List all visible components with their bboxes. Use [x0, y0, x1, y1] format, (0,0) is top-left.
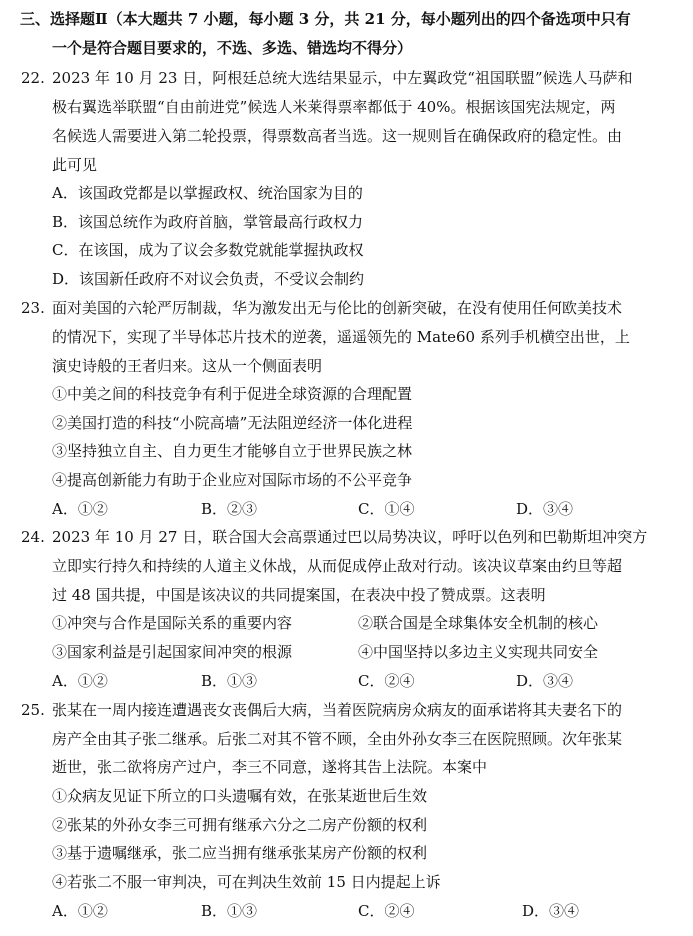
- question-24-stem-line-2: 立即实行持久和持续的人道主义休战，从而促成停止敌对行动。该决议草案由约旦等超: [52, 557, 623, 575]
- question-24-option-a: A．①②: [52, 672, 108, 690]
- question-24-stem-line-1: 2023 年 10 月 27 日，联合国大会高票通过巴以局势决议，呼吁以色列和巴勒斯坦冲突方: [52, 528, 648, 546]
- question-25-item-1: ①众病友见证下所立的口头遗嘱有效，在张某逝世后生效: [52, 787, 428, 805]
- question-24-item-4: ④中国坚持以多边主义实现共同安全: [358, 643, 599, 661]
- question-22-option-d: D．该国新任政府不对议会负责，不受议会制约: [52, 270, 365, 288]
- question-22-option-b: B．该国总统作为政府首脑，掌管最高行政权力: [52, 213, 364, 231]
- question-24-item-2: ②联合国是全球集体安全机制的核心: [358, 614, 599, 632]
- question-23-option-a: A．①②: [52, 500, 108, 518]
- question-23-stem-line-2: 的情况下，实现了半导体芯片技术的逆袭，遥遥领先的 Mate60 系列手机横空出世，上: [52, 328, 630, 346]
- question-23-option-b: B．②③: [201, 500, 258, 518]
- question-22-number: 22.: [21, 69, 45, 87]
- question-23-item-2: ②美国打造的科技“小院高墙”无法阻逆经济一体化进程: [52, 414, 413, 432]
- question-24-item-1: ①冲突与合作是国际关系的重要内容: [52, 614, 293, 632]
- question-23-item-3: ③坚持独立自主、自力更生才能够自立于世界民族之林: [52, 442, 413, 460]
- question-22-stem-line-2: 极右翼选举联盟“自由前进党”候选人米莱得票率都低于 40%。根据该国宪法规定，两: [52, 98, 616, 116]
- question-24-option-d: D．③④: [516, 672, 574, 690]
- question-22-option-a: A．该国政党都是以掌握政权、统治国家为目的: [52, 184, 363, 202]
- question-23-option-c: C．①④: [358, 500, 415, 518]
- question-25-item-2: ②张某的外孙女李三可拥有继承六分之二房产份额的权利: [52, 816, 428, 834]
- question-25-number: 25.: [21, 701, 45, 719]
- question-24-stem-line-3: 过 48 国共提，中国是该决议的共同提案国，在表决中投了赞成票。这表明: [52, 586, 546, 604]
- question-23-option-d: D．③④: [516, 500, 574, 518]
- question-25-item-4: ④若张二不服一审判决，可在判决生效前 15 日内提起上诉: [52, 873, 441, 891]
- question-25-option-a: A．①②: [52, 902, 108, 920]
- question-25-option-d: D．③④: [522, 902, 580, 920]
- question-25-item-3: ③基于遗嘱继承，张二应当拥有继承张某房产份额的权利: [52, 844, 428, 862]
- question-24-item-3: ③国家利益是引起国家间冲突的根源: [52, 643, 293, 661]
- question-24-number: 24.: [21, 528, 45, 546]
- question-23-stem-line-3: 演史诗般的王者归来。这从一个侧面表明: [52, 357, 323, 375]
- question-24-option-c: C．②④: [358, 672, 415, 690]
- section-heading-line-2: 一个是符合题目要求的，不选、多选、错选均不得分）: [52, 39, 413, 57]
- question-22-stem-line-3: 名候选人需要进入第二轮投票，得票数高者当选。这一规则旨在确保政府的稳定性。由: [52, 127, 623, 145]
- question-23-stem-line-1: 面对美国的六轮严厉制裁，华为激发出无与伦比的创新突破，在没有使用任何欧美技术: [52, 299, 623, 317]
- question-23-number: 23.: [21, 299, 45, 317]
- question-22-stem-line-4: 此可见: [52, 156, 98, 174]
- question-24-option-b: B．①③: [201, 672, 258, 690]
- question-25-stem-line-2: 房产全由其子张二继承。后张二对其不管不顾，全由外孙女李三在医院照顾。次年张某: [52, 730, 623, 748]
- question-25-stem-line-1: 张某在一周内接连遭遇丧女丧偶后大病，当着医院病房众病友的面承诺将其夫妻名下的: [52, 701, 623, 719]
- question-23-item-1: ①中美之间的科技竞争有利于促进全球资源的合理配置: [52, 385, 413, 403]
- question-22-option-c: C．在该国，成为了议会多数党就能掌握执政权: [52, 241, 364, 259]
- section-heading-line-1: 三、选择题Ⅱ（本大题共 7 小题，每小题 3 分，共 21 分，每小题列出的四个备选项中只有: [20, 10, 631, 28]
- question-23-item-4: ④提高创新能力有助于企业应对国际市场的不公平竞争: [52, 471, 413, 489]
- question-25-stem-line-3: 逝世，张二欲将房产过户，李三不同意，遂将其告上法院。本案中: [52, 758, 488, 776]
- question-25-option-c: C．②④: [358, 902, 415, 920]
- question-22-stem-line-1: 2023 年 10 月 23 日，阿根廷总统大选结果显示，中左翼政党“祖国联盟”候选人马萨和: [52, 69, 633, 87]
- question-25-option-b: B．①③: [201, 902, 258, 920]
